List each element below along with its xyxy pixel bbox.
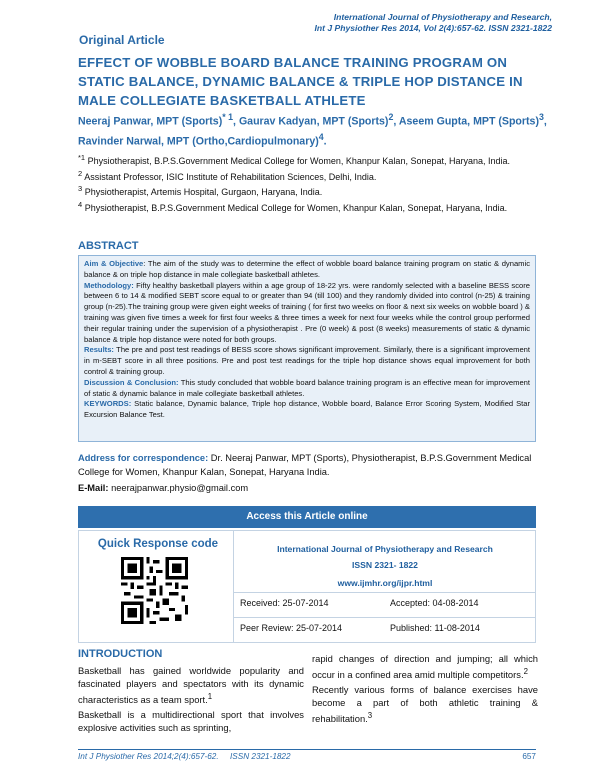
abstract-aim: Aim & Objective: The aim of the study was to determine the effect of wobble board balance training program on static & dynamic balance & on triple hop distance in male collegiate basketball athletes. xyxy=(84,259,530,279)
journal-issn: ISSN 2321- 1822 xyxy=(352,560,418,570)
affiliations xyxy=(78,152,548,214)
grid-divider xyxy=(233,592,536,593)
journal-name: International Journal of Physiotherapy and Research xyxy=(277,544,493,554)
affiliation: $^3$ Physiotherapist, Artemis Hospital, Gurgaon, Haryana, India. xyxy=(78,184,323,198)
article-type: Original Article xyxy=(79,33,165,47)
peer-review-date: Peer Review: 25-07-2014 xyxy=(240,623,343,633)
abstract-discussion: Discussion & Conclusion: This study concluded that wobble board balance training program is an effective mean for improvement of static & dynamic balance in male collegiate basketball athletes. xyxy=(84,377,530,398)
journal-header-line2: Int J Physiother Res 2014, Vol 2(4):657-62. ISSN 2321-1822 xyxy=(314,23,552,33)
journal-url-link[interactable]: www.ijmhr.org/ijpr.html xyxy=(337,578,433,588)
qr-heading: Quick Response code xyxy=(97,538,219,550)
paragraph: rapid changes of direction and jumping; all which occur in a confined area amid multiple competitors.$^2$ xyxy=(312,653,538,681)
correspondence-label: Address for correspondence: xyxy=(78,453,209,463)
accepted-date: Accepted: 04-08-2014 xyxy=(390,598,479,608)
qr-code-icon[interactable] xyxy=(121,557,188,624)
abstract-results: Results: The pre and post test readings of BESS score shows significant improvement. Similarly, there is a significant improvement in m-SEBT score in all three positions. Pre and post test readings for the triple hop distance shows equal improvement for both control & training group. xyxy=(84,345,530,376)
paragraph: Recently various forms of balance exercises have become a part of both athletic training & rehabilitation.$^3$ xyxy=(312,684,538,725)
published-date: Published: 11-08-2014 xyxy=(390,623,480,633)
author-name: Neeraj Panwar, MPT (Sports) xyxy=(78,115,223,128)
abstract-keywords: KEYWORDS: Static balance, Dynamic balance, Triple hop distance, Wobble board, Balance Error Scoring System, Modified Star Excursion Balance Test. xyxy=(84,399,530,420)
received-date: Received: 25-07-2014 xyxy=(240,598,329,608)
author-name: Aseem Gupta, MPT (Sports) xyxy=(398,115,539,128)
grid-divider xyxy=(233,617,536,618)
paragraph: Basketball is a multidirectional sport that involves explosive activities such as sprinting, xyxy=(78,709,304,734)
abstract-heading: ABSTRACT xyxy=(78,240,139,252)
correspondence xyxy=(78,452,548,479)
affiliation: $^4$ Physiotherapist, B.P.S.Government Medical College for Women, Khanpur Kalan, Sonepat, Haryana, India. xyxy=(78,199,508,213)
affiliation: $^{*1}$ Physiotherapist, B.P.S.Government Medical College for Women, Khanpur Kalan, Sonepat, Haryana, India. xyxy=(78,153,511,166)
author-sup: * 1 xyxy=(222,112,234,122)
footer-divider xyxy=(78,749,536,750)
paragraph: Basketball has gained worldwide popularity and fascinated players and spectators with its dynamic characteristics as a team sport.$^1$ xyxy=(78,665,304,706)
email-line xyxy=(78,483,248,493)
author-name: Gaurav Kadyan, MPT (Sports) xyxy=(238,115,389,128)
email-label: E-Mail: xyxy=(78,483,109,493)
article-title: EFFECT OF WOBBLE BOARD BALANCE TRAINING PROGRAM ON STATIC BALANCE, DYNAMIC BALANCE & TRIPLE HOP DISTANCE IN MALE COLLEGIATE BASKETBALL ATHLETE xyxy=(78,55,523,108)
intro-column-right xyxy=(312,652,538,727)
author-sup: 4 xyxy=(318,132,324,143)
introduction-heading: INTRODUCTION xyxy=(78,648,163,660)
abstract-box xyxy=(78,255,536,442)
correspondence-text: Dr. Neeraj Panwar, MPT (Sports), Physiotherapist, B.P.S.Government Medical College for Women, Khanpur Kalan, Sonepat, Haryana India. xyxy=(78,453,532,477)
author-sup: 3 xyxy=(538,112,544,122)
footer-citation: Int J Physiother Res 2014;2(4):657-62. ISSN 2321-1822 xyxy=(78,752,291,761)
email-address[interactable]: neerajpanwar.physio@gmail.com xyxy=(108,483,249,493)
page-number: 657 xyxy=(522,752,536,761)
abstract-methodology: Methodology: Fifty healthy basketball players within a age group of 18-22 yrs. were randomly selected with a baseline BESS score between 6 to 14 & modified SEBT score equal to or greater than 94 (till 100) and they randomly divided into control (n-25) & training group (n-25).The training group were given eight weeks of training ( for first two weeks on floor & next six weeks on wobble board ) & training was given five times a week for first four weeks & three times a week for next four weeks while the control group performed their regular training under the supervision of a physiotherapist . Pre (0 week) & post (8 weeks) measurements of static & dynamic balance & triple hop distance were noted for both groups. xyxy=(84,280,530,344)
journal-header xyxy=(314,12,552,34)
author-sup: 2 xyxy=(388,112,394,122)
journal-header-line1: International Journal of Physiotherapy and Research, xyxy=(333,12,552,22)
access-online-bar: Access this Article online xyxy=(78,506,536,528)
intro-column-left xyxy=(78,664,304,736)
author-name: Ravinder Narwal, MPT (Ortho,Cardiopulmonary) xyxy=(78,135,319,148)
author-list: Neeraj Panwar, MPT (Sports)$^{* 1}$, Gaurav Kadyan, MPT (Sports)$^2$, Aseem Gupta, MPT (Sports)$^3$, Ravinder Narwal, MPT (Ortho,Cardiopulmonary)$^4$. xyxy=(78,112,547,148)
affiliation: $^2$ Assistant Professor, ISIC Institute of Rehabilitation Sciences, Delhi, India. xyxy=(78,168,377,182)
